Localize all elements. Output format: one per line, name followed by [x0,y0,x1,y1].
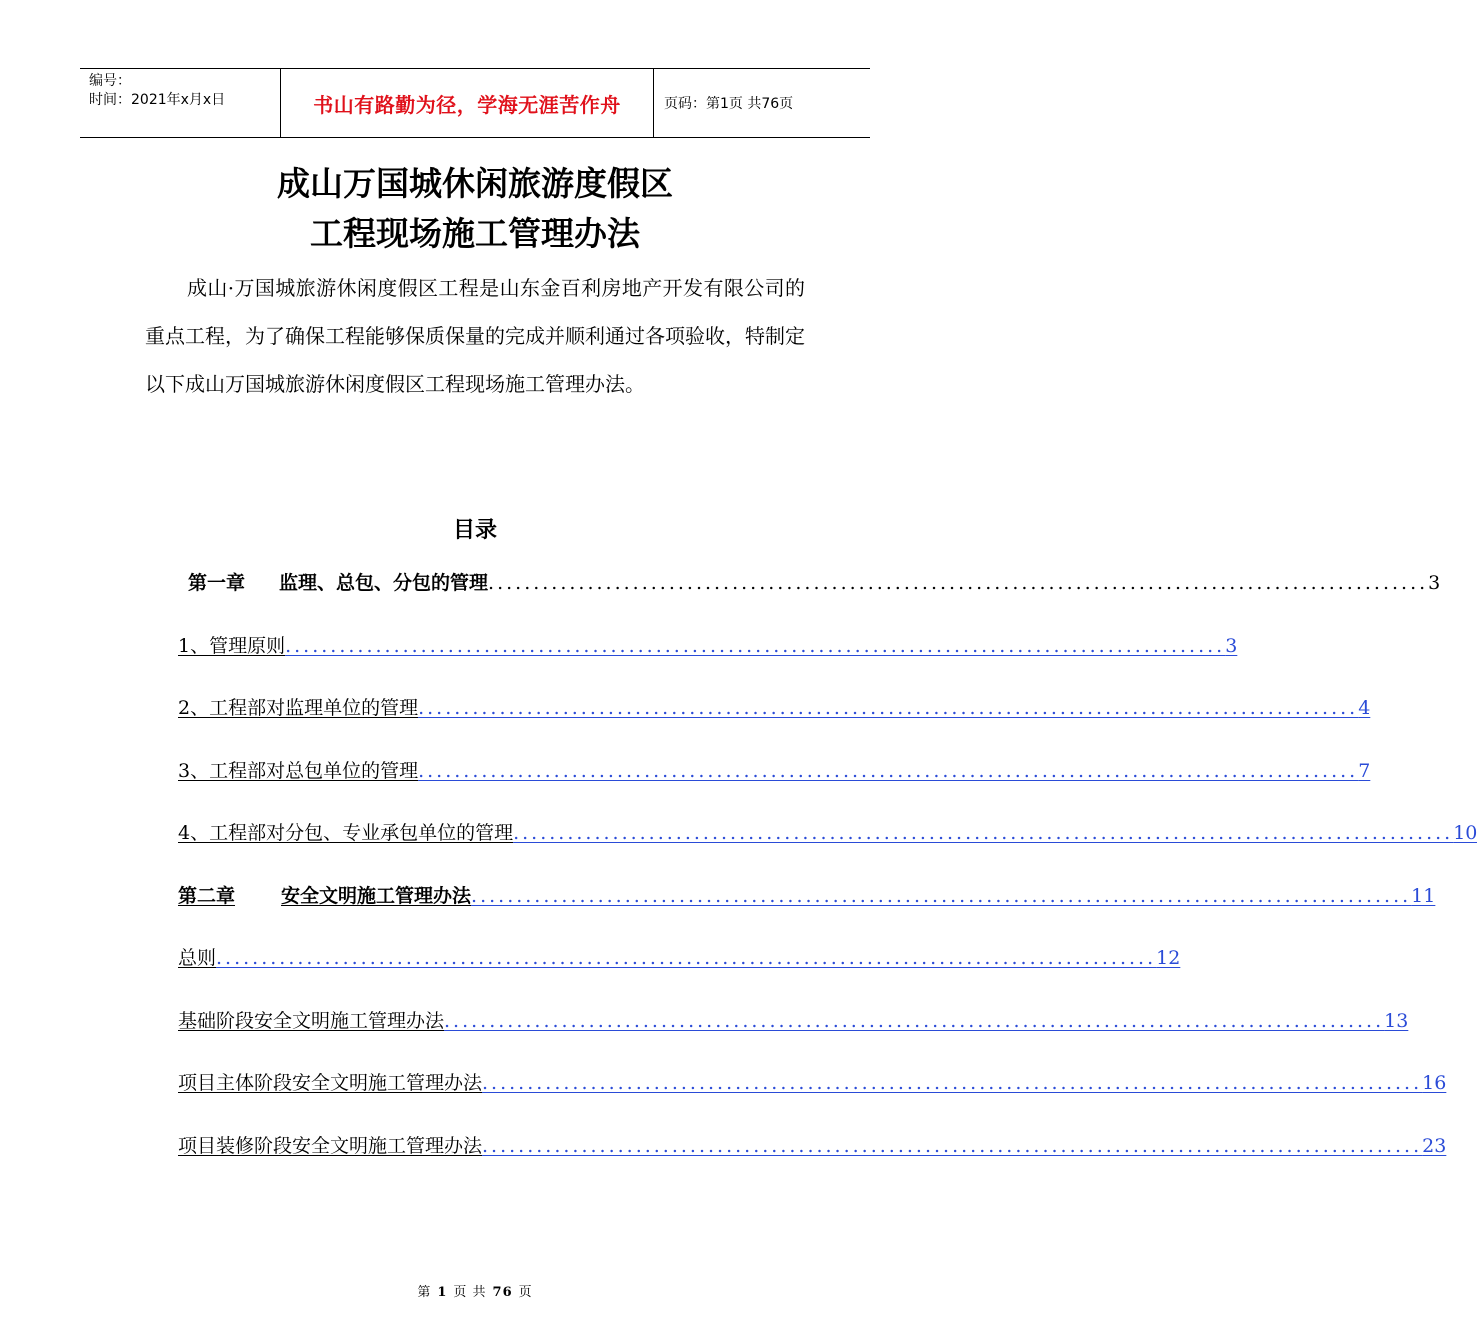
toc-entry-page: 3 [1428,572,1441,594]
footer-page-number: 1 [437,1285,448,1300]
toc-dot-leader: ........................................................................................................ [444,1009,1385,1032]
toc-dot-leader: ........................................................................................................ [482,1072,1423,1094]
toc-entry-link[interactable] [178,940,1181,1003]
toc-entry-label: 项目主体阶段安全文明施工管理办法 [178,1072,483,1094]
footer-prefix: 第 [417,1285,432,1300]
toc-dot-leader: ........................................................................................................ [418,759,1359,782]
toc-entry-label: 2、工程部对监理单位的管理 [178,697,419,719]
toc-entry-label: 第一章 监理、总包、分包的管理 [188,572,489,594]
document-time-label: 时间：2021年x月x日 [89,92,226,108]
document-title-line-2: 工程现场施工管理办法 [310,214,640,253]
intro-paragraph: 成山·万国城旅游休闲度假区工程是山东金百利房地产开发有限公司的重点工程，为了确保工程能够保质保量的完成并顺利通过各项验收，特制定以下成山万国城旅游休闲度假区工程现场施工管理办法。 [145,276,805,396]
toc-entry-chapter-2[interactable] [178,878,1436,941]
toc-entry-link[interactable] [178,815,1477,878]
toc-entry-page: 3 [1225,634,1238,657]
toc-dot-leader: ........................................................................................................ [216,947,1157,969]
toc-dot-leader: ........................................................................................................ [418,697,1359,719]
toc-entry-link[interactable] [178,1065,1447,1128]
document-header [80,68,870,138]
footer-total-pages: 76 [492,1285,513,1300]
toc-dot-leader: ........................................................................................................ [471,884,1412,907]
header-motto: 书山有路勤为径，学海无涯苦作舟 [281,69,654,137]
toc-entry-label: 4、工程部对分包、专业承包单位的管理 [178,822,514,844]
toc-heading: 目录 [452,518,497,543]
toc-entry-label: 1、管理原则 [178,634,286,657]
header-page-info: 页码：第1页 共76页 [664,96,794,112]
toc-entry-label: 基础阶段安全文明施工管理办法 [178,1009,445,1032]
toc-dot-leader: ........................................................................................................ [285,634,1226,657]
header-meta-cell [80,69,281,137]
document-number-label: 编号： [89,73,131,89]
toc-dot-leader: ........................................................................................................ [513,822,1454,844]
toc-entry-chapter-1[interactable] [178,565,1441,628]
toc-entry-page: 16 [1422,1072,1447,1094]
toc-entry-page: 10 [1453,822,1477,844]
toc-entry-link[interactable] [178,1003,1409,1066]
toc-entry-page: 7 [1358,759,1371,782]
toc-entry-page: 11 [1411,884,1436,907]
table-of-contents [178,565,1477,1190]
toc-entry-label: 第二章 安全文明施工管理办法 [178,884,472,907]
page-footer [0,1281,950,1300]
footer-middle: 页 共 [453,1285,487,1300]
toc-entry-label: 3、工程部对总包单位的管理 [178,759,419,782]
toc-entry-page: 4 [1358,697,1371,719]
document-title-line-1: 成山万国城休闲旅游度假区 [277,164,673,203]
toc-entry-link[interactable] [178,628,1238,691]
toc-entry-link[interactable] [178,1128,1447,1191]
toc-entry-label: 项目装修阶段安全文明施工管理办法 [178,1134,483,1157]
toc-entry-link[interactable] [178,690,1371,753]
toc-entry-page: 13 [1384,1009,1409,1032]
toc-entry-page: 12 [1156,947,1181,969]
toc-entry-link[interactable] [178,753,1371,816]
toc-dot-leader: ........................................................................................................ [488,572,1429,594]
footer-suffix: 页 [518,1285,533,1300]
toc-entry-label: 总则 [178,947,217,969]
toc-dot-leader: ........................................................................................................ [482,1134,1423,1157]
toc-entry-page: 23 [1422,1134,1447,1157]
